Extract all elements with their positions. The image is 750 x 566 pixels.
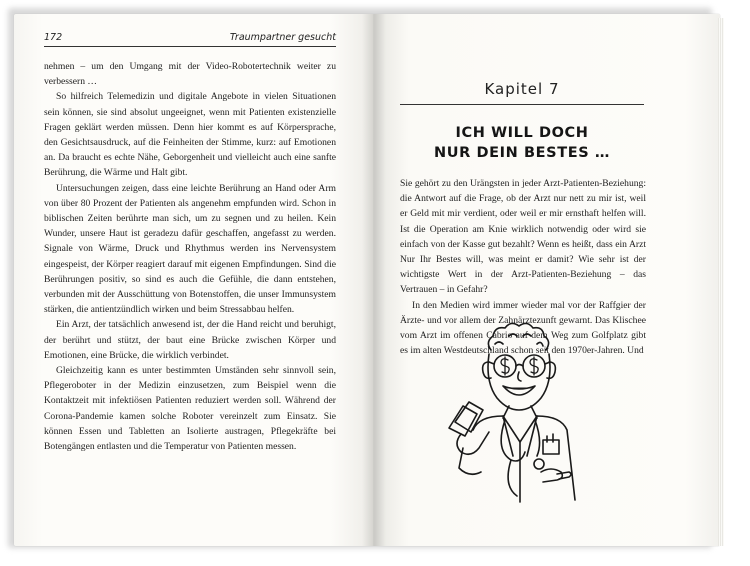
page-number: 172 <box>44 32 63 43</box>
paragraph: nehmen – um den Umgang mit der Video-Robotertechnik weiter zu verbessern … <box>44 61 336 88</box>
paragraph: Gleichzeitig kann es unter bestimmten Umständen sehr sinnvoll sein, Pflegeroboter in der Medizin einzusetzen, zum Beispiel wenn die Kontaktzeit mit infektiösen Patienten reduziert werden soll. Während der Corona-Pandemie kamen solche Roboter vereinzelt zum Einsatz. Sie können Essen und Tabletten an Isolierte austragen, Pflegekräfte bei Botengängen entlasten und die Temperatur von Patienten messen. <box>44 365 336 453</box>
chapter-label: Kapitel 7 <box>484 80 560 98</box>
paragraph: Ein Arzt, der tatsächlich anwesend ist, der die Hand reicht und beruhigt, der berührt und stützt, der baut eine Brücke zwischen Körper und Emotionen, eine Brücke, die wirklich verbindet. <box>44 319 336 361</box>
page-edges <box>718 18 724 546</box>
book-spine <box>362 14 386 546</box>
paragraph: Sie gehört zu den Urängsten in jeder Arzt-Patienten-Beziehung: die Antwort auf die Frage, ob der Arzt nur nett zu mir ist, weil er Geld mit mir verdient, oder weil er mir ernsthaft helfen will. Ist die Operation am Knie wirklich notwendig oder wird sie einfach von der Kasse gut bezahlt? Wenn es heißt, dass ein Arzt Nur Ihr Bestes will, was meint er damit? Wie sehr ist der wichtigste Wert in der Arzt-Patienten-Beziehung – das Vertrauen – in Gefahr? <box>400 178 646 296</box>
chapter-headline <box>400 123 644 163</box>
headline-line-2: NUR DEIN BESTES … <box>433 145 611 161</box>
chapter-rule <box>400 104 644 105</box>
running-title: Traumpartner gesucht <box>229 32 336 43</box>
paragraph: So hilfreich Telemedizin und digitale Angebote in vielen Situationen sein können, sie sind absolut ungeeignet, wenn mit Patienten existenzielle Fragen geklärt werden müssen. Denn hier kommt es auf Körpersprache, den Gesichtsausdruck, auf die Feinheiten der Stimme, kurz: auf Emotionen an. Da braucht es echte Nähe, Geborgenheit und vielleicht auch eine sanfte Berührung, die Wärme und Halt gibt. <box>44 91 336 179</box>
paragraph: Untersuchungen zeigen, dass eine leichte Berührung an Hand oder Arm von über 80 Prozent der Patienten als angenehm empfunden wird. Schon in biblischen Zeiten berührte man sich, um zu segnen und zu heilen. Kein Wunder, unsere Haut ist geradezu dafür geschaffen, angefasst zu werden. Signale von Wärme, Druck und Rhythmus werden ins Nervensystem eingespeist, der Körper reagiert darauf mit eigenen Empfindungen. Sind die Berührungen positiv, so sind es auch die Gefühle, die dann entstehen, verbunden mit der Ausschüttung von Botenstoffen, die unser Immunsystem stärken, die antientzündlich wirken und beim Stressabbau helfen. <box>44 182 336 316</box>
doctor-with-dollar-glasses-icon <box>443 322 593 512</box>
header-rule <box>44 46 336 47</box>
headline-line-1: ICH WILL DOCH <box>455 125 589 141</box>
left-body-text <box>44 59 336 454</box>
paragraph: In den Medien wird immer wieder mal vor der Raffgier der Ärzte- und vor allem der Zahnärztezunft gewarnt. Das Klischee vom Arzt im offenen Cabrio auf dem Weg zum Golfplatz gibt es im alten Westdeutschland schon seit den 1970er-Jahren. Und <box>400 299 646 357</box>
